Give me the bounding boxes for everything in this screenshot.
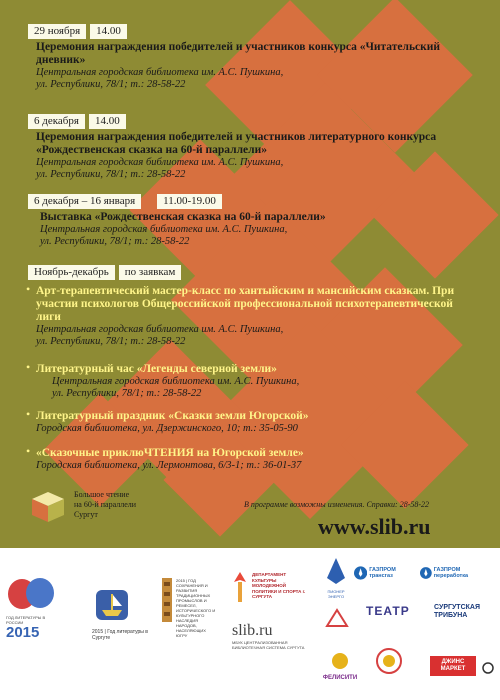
department-logo — [232, 572, 312, 650]
event-address: ул. Республики, 78/1; т.: 28-58-22 — [52, 388, 202, 399]
year-lit-caption: ГОД ЛИТЕРАТУРЫ В РОССИИ — [6, 615, 46, 625]
surgut-caption: 2015 | Год литературы в Сургуте — [92, 629, 148, 641]
gazprom2-caption: ГАЗПРОМ переработка — [433, 567, 469, 579]
year-lit-number: 2015 — [6, 624, 40, 641]
event-time: 14.00 — [90, 24, 127, 39]
event-address: Центральная городская библиотека им. А.С. Пушкина, — [36, 324, 284, 335]
sponsors-strip — [0, 548, 500, 700]
tribuna-logo — [434, 604, 494, 620]
event-title: Литературный час «Легенды северной земли» — [36, 363, 277, 375]
surgut-year-logo — [92, 586, 152, 641]
b-letter-icon — [482, 660, 494, 674]
logo-text — [74, 490, 136, 520]
event-title: Литературный праздник «Сказки земли Югорской» — [36, 410, 309, 422]
event-date: 6 декабря – 16 января — [28, 194, 141, 209]
round-seal-logo — [376, 648, 404, 679]
event-address: Центральная городская библиотека им. А.С. Пушкина, — [36, 157, 284, 168]
bullet-event-4 — [26, 444, 476, 472]
bullet-icon: • — [26, 360, 31, 374]
tribuna-caption: СУРГУТСКАЯ ТРИБУНА — [434, 604, 480, 619]
site-url-link[interactable]: www.slib.ru — [318, 514, 431, 539]
event-time: 11.00-19.00 — [157, 194, 222, 209]
gazprom-icon — [420, 566, 432, 580]
bullet-event-3 — [26, 407, 476, 435]
seal-icon — [376, 648, 402, 674]
event-time: 14.00 — [89, 114, 126, 129]
felisiti-emblem-icon — [325, 652, 355, 670]
period-badge: по заявкам — [119, 265, 182, 280]
event-2 — [28, 114, 482, 181]
event-address: Городская библиотека, ул. Дзержинского, 10; т.: 35-05-90 — [36, 423, 298, 434]
b-logo — [482, 660, 496, 679]
gazprom-transgaz-logo — [354, 566, 418, 580]
torch-icon — [232, 572, 248, 604]
slib-logo-text: slib.ru — [232, 622, 273, 639]
event-title: Арт-терапевтический мастер-класс по хантыйским и мансийским сказкам. При участии психологов Общероссийской профессиональной психотерапевтической лиги — [36, 285, 455, 323]
event-address: Центральная городская библиотека им. А.С. Пушкина, — [36, 67, 284, 78]
logo-line: Большое чтение — [74, 490, 130, 499]
heritage-year-logo — [162, 578, 217, 638]
book-cube-icon — [30, 490, 66, 524]
pioneer-caption: ПИОНЕР ЭНЕРГО — [327, 589, 345, 599]
period-header — [28, 265, 482, 280]
felisiti-caption: ФЕЛИСИТИ — [322, 675, 358, 681]
event-title: Церемония награждения победителей и участников литературного конкурса «Рождественская сказка на 60-й параллели» — [36, 131, 437, 156]
slib-caption: МБУК ЦЕНТРАЛИЗОВАННАЯ БИБЛИОТЕЧНАЯ СИСТЕМА СУРГУТА — [232, 640, 305, 650]
event-title: Церемония награждения победителей и участников конкурса «Читательский дневник» — [36, 41, 441, 66]
ornament-icon — [162, 578, 172, 622]
event-title: «Сказочные приклюЧТЕНИЯ на Югорской земле» — [36, 447, 304, 459]
event-title: Выставка «Рождественская сказка на 60-й параллели» — [40, 211, 326, 223]
gazprom-icon — [354, 566, 367, 580]
djins-market-logo — [430, 656, 476, 676]
event-address: ул. Республики, 78/1; т.: 28-58-22 — [40, 236, 190, 247]
event-address: Городская библиотека, ул. Лермонтова, 6/3-1; т.: 36-01-37 — [36, 460, 302, 471]
tepr-logo — [322, 608, 352, 633]
gazprom-pererabotka-logo — [420, 566, 486, 580]
big-reading-logo — [30, 490, 136, 524]
event-address: Центральная городская библиотека им. А.С. Пушкина, — [52, 376, 300, 387]
teatr-caption: ТЕАТР — [366, 604, 410, 618]
event-date: 6 декабря — [28, 114, 85, 129]
event-date: 29 ноября — [28, 24, 86, 39]
teatr-logo — [366, 604, 410, 618]
ship-emblem-icon — [92, 586, 132, 624]
bullet-icon: • — [26, 407, 31, 421]
pioneer-energo-logo — [322, 558, 350, 599]
felisiti-logo — [318, 652, 362, 681]
event-3 — [28, 194, 482, 248]
bullet-icon: • — [26, 444, 31, 458]
bullet-event-1 — [26, 282, 476, 348]
event-address: ул. Республики, 78/1; т.: 28-58-22 — [36, 169, 186, 180]
event-address: ул. Республики, 78/1; т.: 28-58-22 — [36, 336, 186, 347]
gazprom1-caption: ГАЗПРОМ трансгаз — [369, 567, 396, 579]
bullet-icon: • — [26, 282, 31, 296]
bullet-event-2 — [26, 360, 476, 400]
year-of-literature-logo — [6, 576, 62, 641]
flame-icon — [325, 558, 347, 584]
event-1 — [28, 24, 482, 91]
department-caption: ДЕПАРТАМЕНТ КУЛЬТУРЫ МОЛОДЕЖНОЙ ПОЛИТИКИ И СПОРТА г. СУРГУТА — [252, 572, 306, 599]
heritage-caption: 2015 | ГОД СОХРАНЕНИЯ И РАЗВИТИЯ ТРАДИЦИОННЫХ ПРОМЫСЛОВ И РЕМЕСЕЛ, ИСТОРИЧЕСКОГО И КУЛЬТУРНОГО НАСЛЕДИЯ НАРОДОВ, НАСЕЛЯЮЩИХ ЮГРУ — [176, 578, 216, 638]
theatre-mask-icon — [325, 608, 349, 628]
event-address: Центральная городская библиотека им. А.С. Пушкина, — [40, 224, 288, 235]
event-address: ул. Республики, 78/1; т.: 28-58-22 — [36, 79, 186, 90]
logo-line: Сургут — [74, 510, 98, 519]
logo-line: на 60-й параллели — [74, 500, 137, 509]
changes-note: В программе возможны изменения. Справки: 28-58-22 — [244, 500, 430, 509]
faces-icon — [6, 576, 58, 610]
period-label: Ноябрь-декабрь — [28, 265, 115, 280]
djins-caption: ДЖИНС МАРКЕТ — [440, 659, 466, 672]
